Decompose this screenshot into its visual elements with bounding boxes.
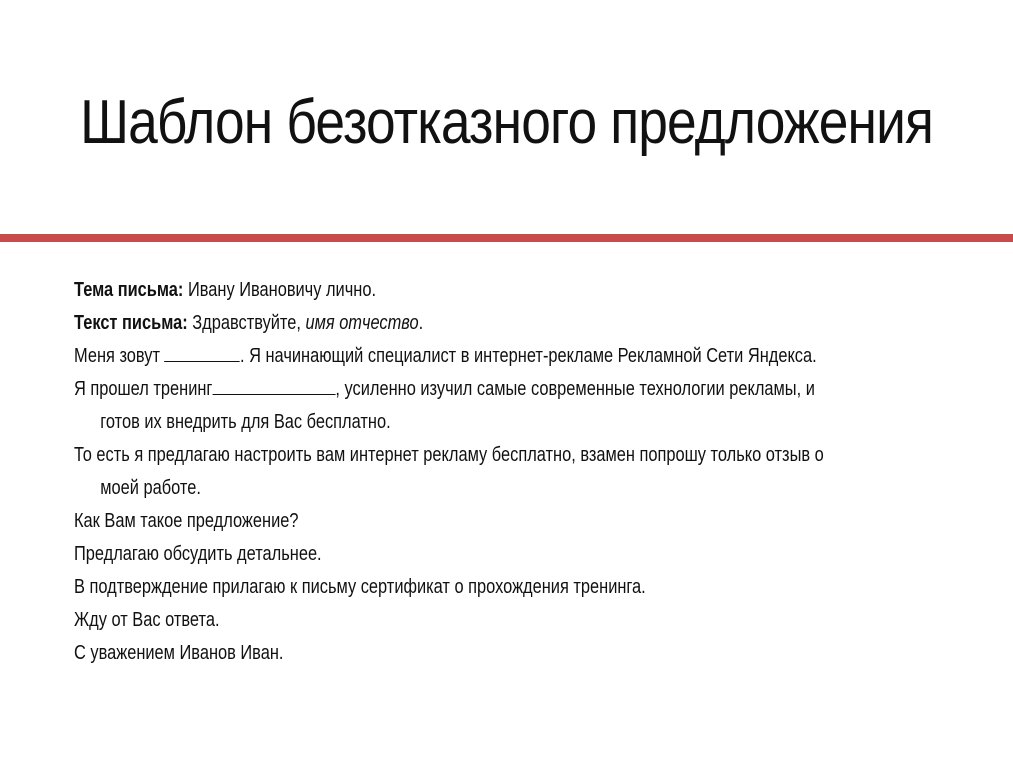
name-line-end: . Я начинающий специалист в интернет-рекламе Рекламной Сети Яндекса. bbox=[239, 345, 817, 367]
training-line-start: Я прошел тренинг bbox=[74, 378, 213, 400]
signature-line: С уважением Иванов Иван. bbox=[74, 642, 284, 664]
training-line-cont: готов их внедрить для Вас бесплатно. bbox=[100, 411, 391, 433]
training-blank bbox=[212, 374, 335, 395]
subject-value: Ивану Ивановичу лично. bbox=[183, 279, 377, 301]
await-line: Жду от Вас ответа. bbox=[74, 609, 220, 631]
discuss-line: Предлагаю обсудить детальнее. bbox=[74, 543, 322, 565]
subject-line bbox=[74, 274, 781, 307]
name-blank bbox=[165, 341, 240, 362]
greeting-placeholder: имя отчество bbox=[305, 312, 419, 334]
slide-title: Шаблон безотказного предложения bbox=[80, 88, 934, 157]
greeting-line bbox=[74, 307, 781, 340]
offer-line: То есть я предлагаю настроить вам интернет рекламу бесплатно, взамен попрошу только отзыв о bbox=[74, 444, 824, 466]
title-divider bbox=[0, 234, 1013, 242]
letter-template bbox=[74, 274, 936, 670]
training-line bbox=[74, 373, 815, 406]
offer-line-cont: моей работе. bbox=[100, 477, 201, 499]
text-label: Текст письма: bbox=[74, 312, 188, 334]
name-line bbox=[74, 340, 817, 373]
subject-label: Тема письма: bbox=[74, 279, 184, 301]
greeting-end: . bbox=[418, 312, 424, 334]
greeting-text: Здравствуйте, bbox=[187, 312, 306, 334]
training-line-end: , усиленно изучил самые современные технологии рекламы, и bbox=[335, 378, 815, 400]
question-line: Как Вам такое предложение? bbox=[74, 510, 299, 532]
certificate-line: В подтверждение прилагаю к письму сертификат о прохождения тренинга. bbox=[74, 576, 646, 598]
name-line-start: Меня зовут bbox=[74, 345, 165, 367]
